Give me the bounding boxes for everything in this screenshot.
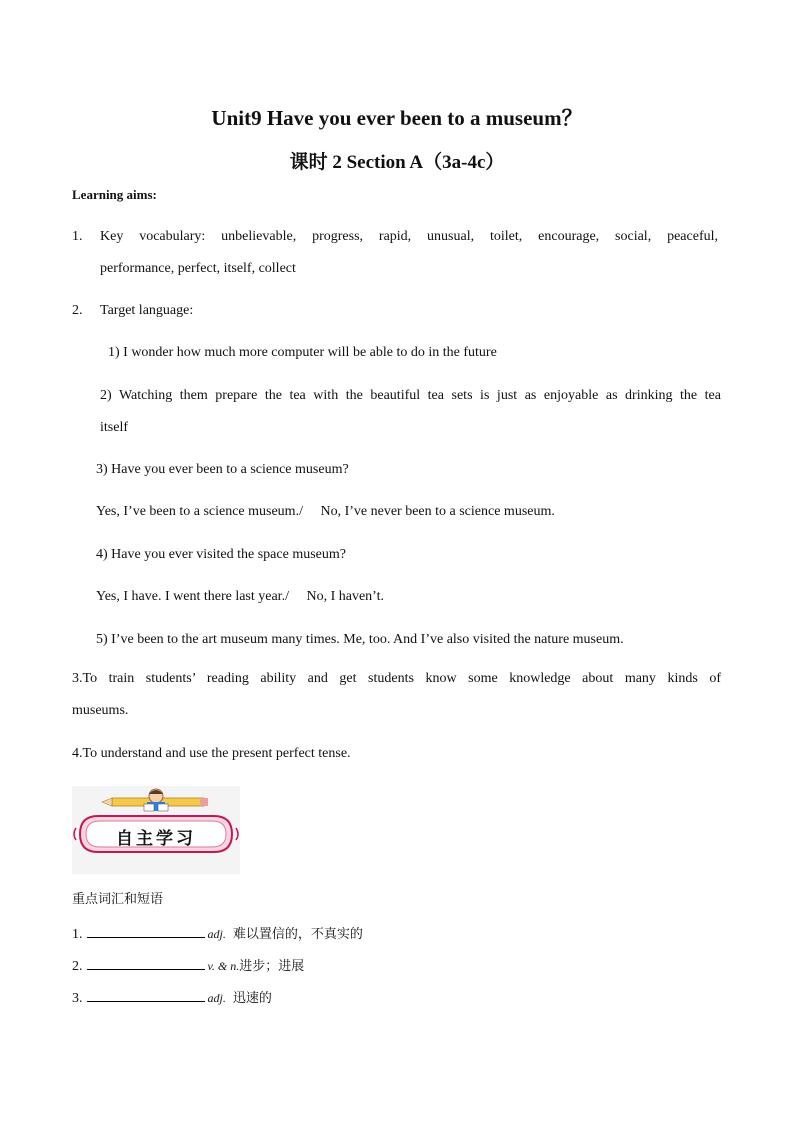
- aim-3-line2: museums.: [72, 703, 129, 718]
- target-sentence-3-answer: Yes, I’ve been to a science museum./ No, I’ve never been to a science museum.: [96, 504, 555, 519]
- vocab-item-2: [72, 955, 304, 975]
- vocab-item-pos: adj.: [207, 991, 226, 1005]
- target-sentence-5: 5) I’ve been to the art museum many times. Me, too. And I’ve also visited the nature museum.: [96, 632, 624, 647]
- vocab-item-meaning: 难以置信的，不真实的: [232, 927, 363, 942]
- answer-blank[interactable]: [87, 989, 205, 1002]
- vocab-item-3: [72, 987, 272, 1007]
- aim-2-number: 2.: [72, 303, 83, 318]
- vocab-item-number: 1.: [72, 927, 83, 942]
- vocab-item-number: 3.: [72, 991, 83, 1006]
- key-vocabulary-heading: 重点词汇和短语: [72, 892, 164, 907]
- vocab-item-pos: adj.: [207, 927, 226, 941]
- page-title: Unit9 Have you ever been to a museum？: [211, 106, 583, 130]
- target-sentence-4: 4) Have you ever visited the space museum?: [96, 547, 346, 562]
- aim-1-vocabulary-line1: Key vocabulary: unbelievable, progress, rapid, unusual, toilet, encourage, social, peaceful,: [100, 229, 718, 244]
- target-sentence-3: 3) Have you ever been to a science museum?: [96, 462, 349, 477]
- answer-blank[interactable]: [87, 925, 205, 938]
- answer-blank[interactable]: [87, 957, 205, 970]
- self-study-badge-text: 自主学习: [116, 829, 196, 849]
- vocab-item-meaning: 进步；进展: [239, 959, 305, 974]
- target-sentence-2-line2: itself: [100, 420, 128, 435]
- aim-3-line1: 3.To train students’ reading ability and get students know some knowledge about many kinds of: [72, 671, 721, 686]
- target-sentence-2-line1: 2) Watching them prepare the tea with the beautiful tea sets is just as enjoyable as drinking the tea: [100, 388, 721, 403]
- self-study-badge: [72, 786, 240, 874]
- vocab-item-1: [72, 923, 363, 943]
- aim-1-number: 1.: [72, 229, 83, 244]
- aim-4: 4.To understand and use the present perfect tense.: [72, 746, 351, 761]
- target-sentence-1: 1) I wonder how much more computer will be able to do in the future: [108, 345, 497, 360]
- learning-aims-heading: Learning aims:: [72, 187, 157, 202]
- target-sentence-4-answer: Yes, I have. I went there last year./ No, I haven’t.: [96, 589, 384, 604]
- vocab-item-pos: v. & n.: [207, 959, 240, 973]
- vocab-item-number: 2.: [72, 959, 83, 974]
- page-subtitle: 课时 2 Section A（3a-4c）: [289, 152, 505, 173]
- vocab-item-meaning: 迅速的: [232, 991, 272, 1006]
- aim-2-label: Target language:: [100, 303, 194, 318]
- aim-1-vocabulary-line2: performance, perfect, itself, collect: [100, 261, 296, 276]
